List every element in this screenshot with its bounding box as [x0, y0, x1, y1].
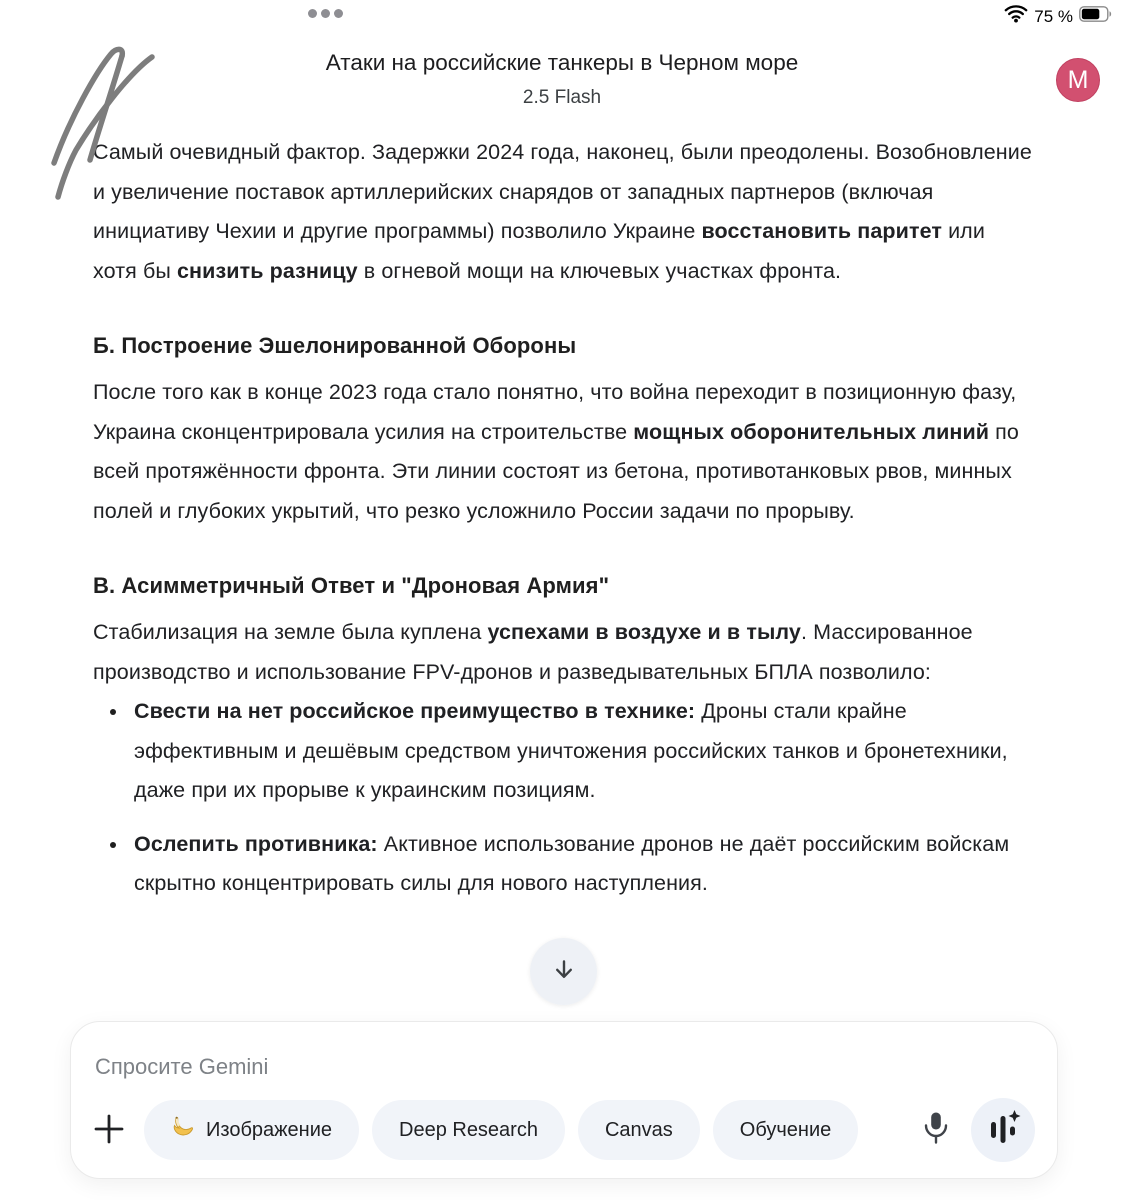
banana-icon	[171, 1115, 196, 1146]
chip-label: Обучение	[739, 1118, 832, 1141]
waveform-sparkle-icon	[983, 1109, 1023, 1152]
battery-icon	[1079, 6, 1112, 27]
avatar-initial: M	[1067, 65, 1089, 94]
plus-button[interactable]	[87, 1108, 131, 1152]
paragraph-defense: После того как в конце 2023 года стало понятно, что война переходит в позиционную фазу, Украина сконцентрировала усилия на строительстве мощных оборонительных линий по всей протяжённости фронта. Эти линии состоят из бетона, противотанковых рвов, минных полей и глубоких укрытий, что резко усложнило России задачи по прорыву.	[93, 380, 1019, 523]
chat-response	[93, 133, 1033, 904]
arrow-down-icon	[551, 957, 577, 986]
chip-label: Canvas	[604, 1118, 673, 1141]
composer-toolbar	[87, 1099, 1035, 1161]
chip-canvas[interactable]	[578, 1100, 700, 1160]
window-handle-dots[interactable]	[308, 9, 343, 18]
list-item: Ослепить противника: Активное использование дронов не даёт российским войскам скрытно концентрировать силы для нового наступления.	[93, 825, 1033, 904]
model-selector[interactable]: 2.5 Flash	[522, 87, 602, 108]
section-heading-v: В. Асимметричный Ответ и "Дроновая Армия"	[93, 573, 610, 598]
plus-icon	[91, 1111, 127, 1150]
bullet-list	[93, 692, 1033, 904]
wifi-icon	[1004, 5, 1028, 28]
prompt-input[interactable]: Спросите Gemini	[95, 1054, 269, 1079]
paragraph-drones: Стабилизация на земле была куплена успехами в воздухе и в тылу. Массированное производство и использование FPV-дронов и разведывательных БПЛА позволило:	[93, 620, 973, 684]
chip-label: Изображение	[206, 1118, 332, 1141]
gemini-live-button[interactable]	[971, 1098, 1035, 1162]
bullet-icon	[110, 842, 116, 848]
section-heading-b: Б. Построение Эшелонированной Обороны	[93, 333, 577, 358]
battery-percent: 75 %	[1034, 6, 1073, 26]
composer	[70, 1021, 1058, 1179]
avatar[interactable]	[1056, 58, 1100, 102]
chip-learning[interactable]	[713, 1100, 858, 1160]
chip-image[interactable]	[144, 1100, 359, 1160]
chip-deep-research[interactable]	[372, 1100, 565, 1160]
microphone-icon	[922, 1110, 950, 1151]
microphone-button[interactable]	[914, 1104, 958, 1156]
scroll-to-bottom-button[interactable]	[530, 938, 597, 1005]
list-item: Свести на нет российское преимущество в технике: Дроны стали крайне эффективным и дешёвым средством уничтожения российских танков и бронетехники, даже при их прорыве к украинским позициям.	[93, 692, 1033, 811]
chat-title: Атаки на российские танкеры в Черном море	[325, 50, 799, 75]
status-bar	[1004, 5, 1112, 28]
paragraph-artillery: Самый очевидный фактор. Задержки 2024 года, наконец, были преодолены. Возобновление и увеличение поставок артиллерийских снарядов от западных партнеров (включая инициативу Чехии и другие программы) позволило Украине восстановить паритет или хотя бы снизить разницу в огневой мощи на ключевых участках фронта.	[93, 140, 1032, 283]
chip-label: Deep Research	[399, 1118, 538, 1141]
bullet-icon	[110, 709, 116, 715]
